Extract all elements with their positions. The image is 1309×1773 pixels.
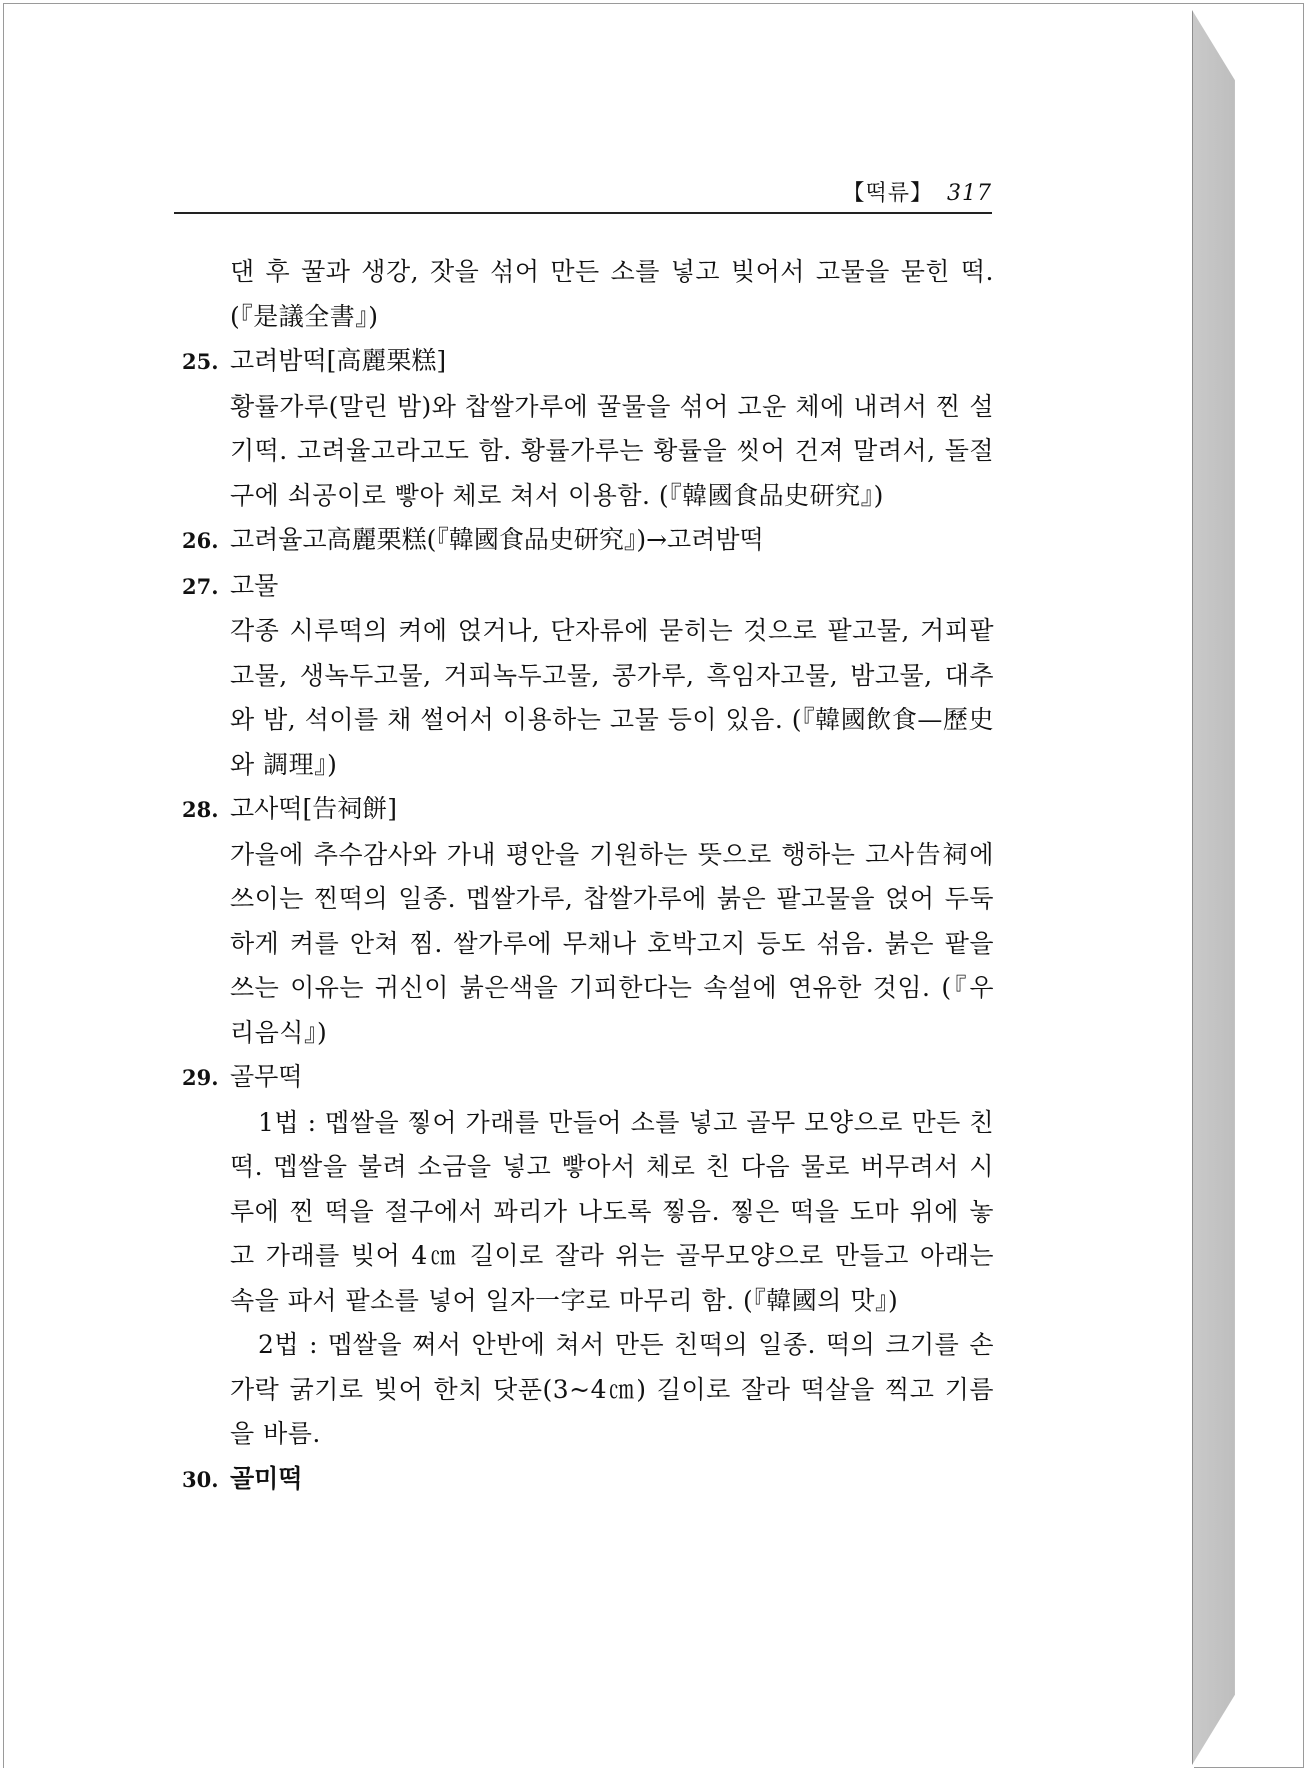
running-head	[174, 172, 992, 214]
page-body	[182, 250, 994, 1502]
page-frame	[3, 3, 1304, 1768]
entry-number: 26.	[182, 528, 219, 553]
book-page	[4, 4, 1194, 1769]
method-2-paragraph: 2법 : 멥쌀을 쪄서 안반에 쳐서 만든 친떡의 일종. 떡의 크기를 손가락 굵기로 빚어 한치 닷푼(3~4㎝) 길이로 잘라 떡살을 찍고 기름을 바름.	[230, 1330, 994, 1448]
entry-number: 28.	[182, 797, 219, 822]
entry-paragraph: 황률가루(말린 밤)와 찹쌀가루에 꿀물을 섞어 고운 체에 내려서 찐 설기떡. 고려율고라고도 함. 황률가루는 황률을 씻어 건져 말려서, 돌절구에 쇠공이로 빻아 체로 쳐서 이용함. (『韓國食品史研究』)	[230, 391, 994, 510]
running-head-text	[842, 176, 992, 207]
entry-number: 27.	[182, 573, 219, 599]
entry-paragraph: 각종 시루떡의 켜에 얹거나, 단자류에 묻히는 것으로 팥고물, 거피팥고물, 생녹두고물, 거피녹두고물, 콩가루, 흑임자고물, 밤고물, 대추와 밤, 석이를 채 썰어서 이용하는 고물 등이 있음. (『韓國飲食—歷史와 調理』)	[230, 616, 994, 779]
entry-25	[182, 339, 994, 518]
entry-title: 고사떡[告祠餅]	[230, 794, 397, 823]
entry-30	[182, 1457, 994, 1503]
entry-title: 골미떡	[230, 1463, 303, 1493]
section-label: 【떡류】	[842, 181, 933, 206]
book-page-edge	[1192, 10, 1305, 1765]
entry-29	[182, 1055, 994, 1457]
page-number: 317	[947, 181, 992, 206]
entry-27	[182, 564, 994, 788]
entry-number: 29.	[182, 1065, 219, 1090]
entry-title: 고려율고高麗栗糕(『韓國食品史研究』)→고려밤떡	[230, 525, 764, 554]
entry-26	[182, 518, 994, 564]
entry-title: 고물	[230, 570, 279, 600]
entry-paragraph: 가을에 추수감사와 가내 평안을 기원하는 뜻으로 행하는 고사告祠에 쓰이는 찐떡의 일종. 멥쌀가루, 찹쌀가루에 붉은 팥고물을 얹어 두둑하게 켜를 안쳐 찜. 쌀가루에 무채나 호박고지 등도 섞음. 붉은 팥을 쓰는 이유는 귀신이 붉은색을 기피한다는 속설에 연유한 것임. (『우리음식』)	[230, 839, 994, 1047]
entry-number: 30.	[182, 1466, 219, 1492]
method-1-paragraph: 1법 : 멥쌀을 찧어 가래를 만들어 소를 넣고 골무 모양으로 만든 친떡. 멥쌀을 불려 소금을 넣고 빻아서 체로 친 다음 물로 버무려서 시루에 찐 떡을 절구에서 꽈리가 나도록 찧음. 찧은 떡을 도마 위에 놓고 가래를 빚어 4㎝ 길이로 잘라 위는 골무모양으로 만들고 아래는 속을 파서 팥소를 넣어 일자一字로 마무리 함. (『韓國의 맛』)	[230, 1107, 994, 1315]
entry-title: 골무떡	[230, 1062, 303, 1091]
entry-28	[182, 787, 994, 1055]
entry-number: 25.	[182, 349, 219, 374]
lead-paragraph: 댄 후 꿀과 생강, 잣을 섞어 만든 소를 넣고 빚어서 고물을 묻힌 떡. (『是議全書』)	[230, 257, 994, 331]
entry-title: 고려밤떡[高麗栗糕]	[230, 346, 447, 375]
